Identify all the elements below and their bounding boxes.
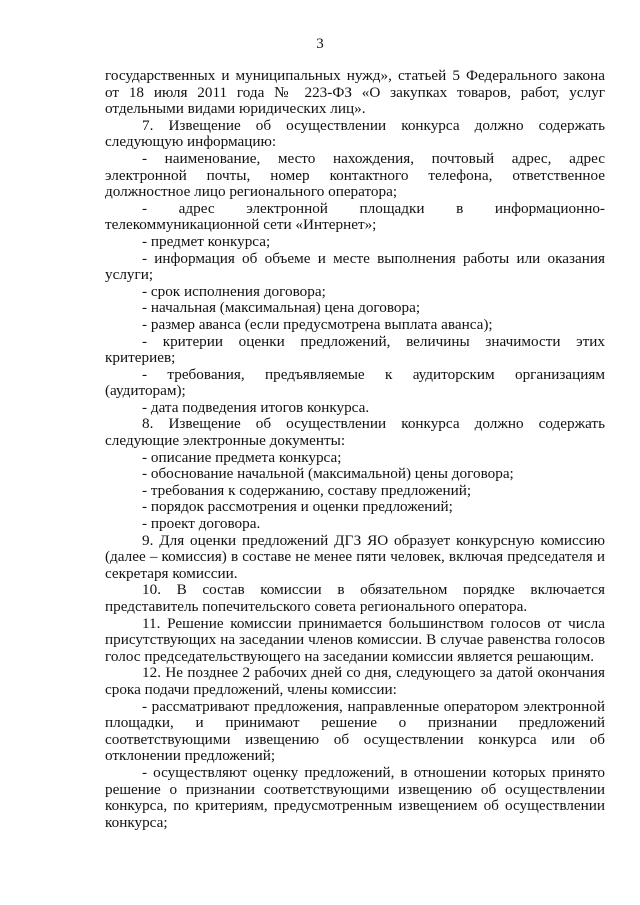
paragraph-item-10: 10. В состав комиссии в обязательном порядке включается представитель попечительского совета регионального оператора. <box>105 581 605 615</box>
page-number: 3 <box>316 36 324 52</box>
list-item: - адрес электронной площадки в информационно-телекоммуникационной сети «Интернет»; <box>105 199 605 234</box>
paragraph-item-9: 9. Для оценки предложений ДГЗ ЯО образует конкурсную комиссию (далее – комиссия) в составе не менее пяти человек, включая председателя и секретаря комиссии. <box>105 531 605 582</box>
list-item: - рассматривают предложения, направленные оператором электронной площадки, и принимают решение о признании предложений соответствующими извещению об осуществлении конкурса или об отклонении предложений; <box>105 697 605 765</box>
list-item: - описание предмета конкурса; <box>142 448 342 466</box>
list-item: - размер аванса (если предусмотрена выплата аванса); <box>142 315 493 333</box>
list-item: - дата подведения итогов конкурса. <box>142 398 370 416</box>
paragraph-item-8: 8. Извещение об осуществлении конкурса должно содержать следующие электронные документы: <box>105 415 605 450</box>
list-item: - требования к содержанию, составу предложений; <box>142 481 472 499</box>
paragraph-item-12: 12. Не позднее 2 рабочих дней со дня, следующего за датой окончания срока подачи предложений, члены комиссии: <box>105 664 605 698</box>
list-item: - порядок рассмотрения и оценки предложений; <box>142 498 453 516</box>
paragraph-continuation: государственных и муниципальных нужд», статьей 5 Федерального закона от 18 июля 2011 года № 223-ФЗ «О закупках товаров, работ, услуг отдельными видами юридических лиц». <box>105 67 605 118</box>
document-body <box>105 68 605 831</box>
paragraph-item-7: 7. Извещение об осуществлении конкурса должно содержать следующую информацию: <box>105 116 605 151</box>
list-item: - критерии оценки предложений, величины значимости этих критериев; <box>105 332 605 367</box>
list-item: - проект договора. <box>142 515 261 533</box>
list-item: - требования, предъявляемые к аудиторским организациям (аудиторам); <box>105 365 605 400</box>
list-item: - информация об объеме и месте выполнения работы или оказания услуги; <box>105 249 605 284</box>
list-item: - обоснование начальной (максимальной) цены договора; <box>142 465 514 483</box>
list-item: - срок исполнения договора; <box>142 282 326 300</box>
list-item: - начальная (максимальная) цена договора; <box>142 299 421 317</box>
list-item: - осуществляют оценку предложений, в отношении которых принято решение о признании соответствующими извещению об осуществлении конкурса, по критериям, предусмотренным извещением об осуществлении конкурса; <box>105 763 605 831</box>
list-item: - предмет конкурса; <box>142 232 271 250</box>
list-item: - наименование, место нахождения, почтовый адрес, адрес электронной почты, номер контактного телефона, ответственное должностное лицо регионального оператора; <box>105 149 605 201</box>
paragraph-item-11: 11. Решение комиссии принимается большинством голосов от числа присутствующих на заседании членов комиссии. В случае равенства голосов голос председательствующего на заседании комиссии является решающим. <box>105 614 605 665</box>
